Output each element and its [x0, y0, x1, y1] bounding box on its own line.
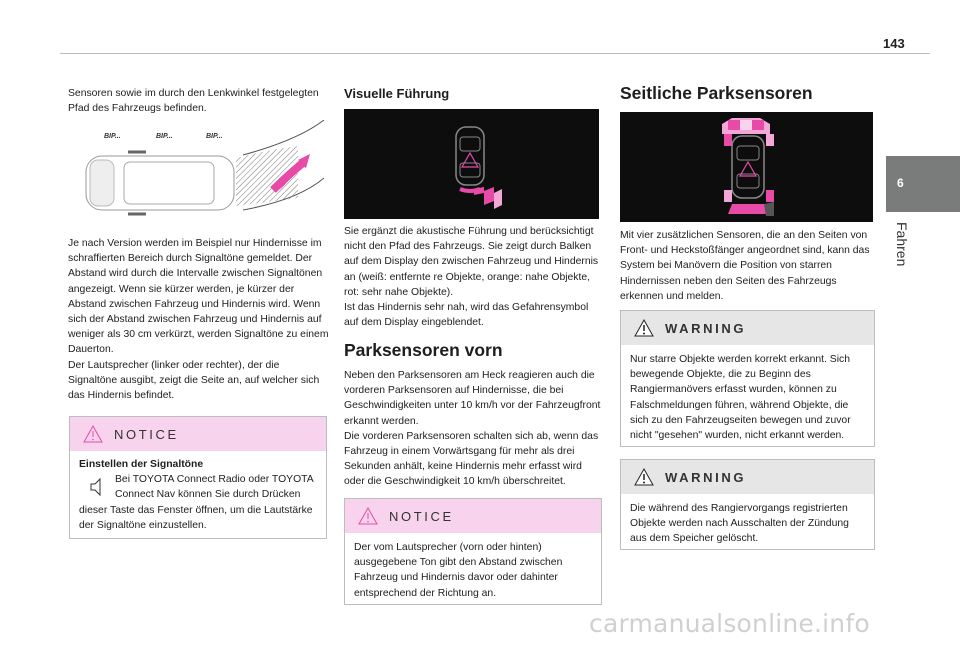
warning-text: Die während des Rangiervorgangs registrierten Objekte werden nach Ausschalten der Zündung aus dem Speicher gelöscht. — [630, 503, 849, 545]
warning-header — [621, 311, 874, 345]
notice-title: NOTICE — [114, 426, 179, 442]
notice-title: NOTICE — [389, 508, 454, 524]
warning-header — [621, 460, 874, 494]
col1-body: Je nach Version werden im Beispiel nur Hindernisse im schraffierten Bereich durch Signaltöne gemeldet. Der Abstand wird durch die Intervalle zwischen Signaltönen angezeigt. Wenn sie kürzer werden, je kürzer der Abstand zwischen Fahrzeug und Hindernis wird. Wenn sich der Abstand zwischen Fahrzeug und Hindernis auf weniger als 30 cm verkürzt, werden Signaltöne zu einem Dauerton. Der Lautsprecher (linker oder rechter), der die Signaltöne ausgibt, zeigt die Seite an, auf welcher sich das Hindernis befindet. — [68, 238, 329, 402]
col2-body2: Neben den Parksensoren am Heck reagieren auch die vorderen Parksensoren auf Hindernisse, die bei Geschwindigkeiten unter 10 km/h vor der Fahrzeugfront erkannt werden. Die vorderen Parksensoren schalten sich ab, wenn das Fahrzeug in einem Vorwärtsgang für mehr als drei Sekunden anhält, keine Hindernis mehr erfasst wird oder die Geschwindigkeit 10 km/h überschreitet. — [344, 370, 601, 488]
warning-triangle-icon — [633, 467, 655, 487]
bip-label-1: BIP... — [104, 133, 121, 140]
bip-label-2: BIP... — [156, 133, 173, 140]
warning-triangle-icon — [633, 318, 655, 338]
col2-heading: Visuelle Führung — [344, 86, 450, 101]
warning-title: WARNING — [665, 320, 747, 336]
chapter-number: 6 — [897, 176, 904, 190]
notice-header — [70, 417, 326, 451]
notice-text: Der vom Lautsprecher (vorn oder hinten) ausgegebene Ton gibt den Abstand zwischen Fahrzeug und Hindernis davor oder dahinter entsprechend der Richtung an. — [354, 542, 563, 599]
col2-body: Sie ergänzt die akustische Führung und berücksichtigt nicht den Pfad des Fahrzeugs. Sie zeigt durch Balken auf dem Display den zwischen Fahrzeug und Hindernis an (weiß: entfernte re Objekte, orange: nahe Objekte, rot: sehr nahe Objekte). Ist das Hindernis sehr nah, wird das Gefahrensymbol auf dem Display eingeblendet. — [344, 226, 599, 329]
speaker-icon — [79, 472, 115, 502]
warning-box-1 — [620, 310, 875, 447]
col3-heading: Seitliche Parksensoren — [620, 83, 813, 103]
col3-body: Mit vier zusätzlichen Sensoren, die an den Seiten von Front- und Heckstoßfänger angeordnet sind, kann das System bei Manövern die Position von starren Hindernissen neben den Seiten des Fahrzeugs erkennen und melden. — [620, 230, 870, 302]
header-rule — [60, 53, 930, 54]
warning-box-2 — [620, 459, 875, 550]
warning-triangle-icon — [82, 424, 104, 444]
col1-intro: Sensoren sowie im durch den Lenkwinkel festgelegten Pfad des Fahrzeugs befinden. — [68, 88, 319, 115]
notice-text-b: dieser Taste das Fenster öffnen, um die Lautstärke der Signaltöne einzustellen. — [79, 504, 313, 531]
bip-label-3: BIP... — [206, 133, 223, 140]
sensor-illustration — [68, 120, 330, 220]
chapter-label: Fahren — [894, 222, 910, 267]
notice-box-middle — [344, 498, 602, 605]
notice-header — [345, 499, 601, 533]
warning-text: Nur starre Objekte werden korrekt erkannt. Sich bewegende Objekte, die zu Beginn des Rangiermanövers erfasst wurden, können zu Falschmeldungen führen, während Objekte, die sich zu den Fahrzeugseiten bewegen und zuvor nicht "gesehen" wurden, nicht erkannt werden. — [630, 354, 851, 442]
warning-triangle-icon — [357, 506, 379, 526]
page-number: 143 — [883, 36, 905, 51]
notice-text-a: Bei TOYOTA Connect Radio oder TOYOTA Connect Nav können Sie durch Drücken — [115, 474, 314, 501]
col2-heading2: Parksensoren vorn — [344, 340, 503, 360]
warning-title: WARNING — [665, 469, 747, 485]
side-sensors-display — [620, 112, 873, 222]
notice-heading: Einstellen der Signaltöne — [79, 459, 204, 470]
notice-box-left — [69, 416, 327, 539]
visual-guidance-display — [344, 109, 599, 219]
watermark: carmanualsonline.info — [589, 609, 870, 638]
